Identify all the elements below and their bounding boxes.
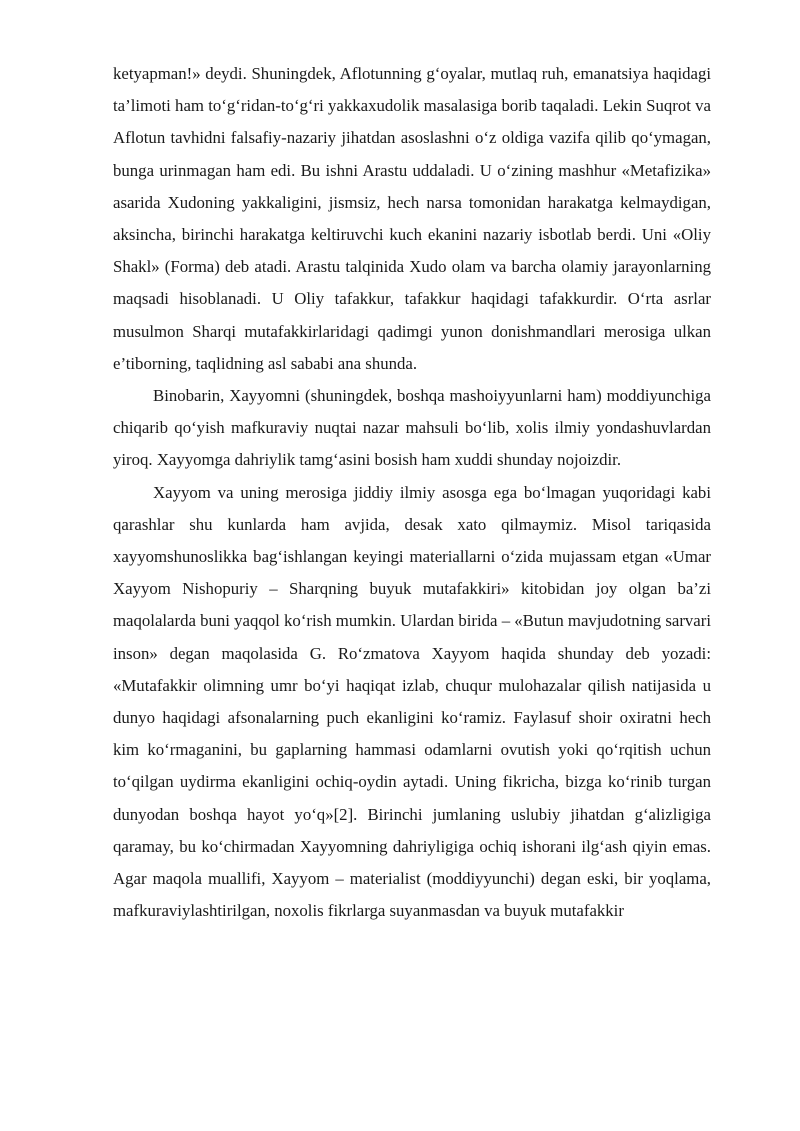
paragraph-2: Binobarin, Xayyomni (shuningdek, boshqa mashoiyyunlarni ham) moddiyunchiga chiqarib qo‘yish mafkuraviy nuqtai nazar mahsuli bo‘lib, xolis ilmiy yondashuvlardan yiroq. Xayyomga dahriylik tamg‘asini bosish ham xuddi shunday nojoizdir. <box>113 386 711 470</box>
document-page <box>113 58 711 927</box>
paragraph-1: ketyapman!» deydi. Shuningdek, Aflotunning g‘oyalar, mutlaq ruh, emanatsiya haqidagi ta’limoti ham to‘g‘ridan-to‘g‘ri yakkaxudolik masalasiga borib taqaladi. Lekin Suqrot va Aflotun tavhidni falsafiy-nazariy jihatdan asoslashni o‘z oldiga vazifa qilib qo‘ymagan, bunga urinmagan ham edi. Bu ishni Arastu uddaladi. U o‘zining mashhur «Metafizika» asarida Xudoning yakkaligini, jismsiz, hech narsa tomonidan harakatga kelmaydigan, aksincha, birinchi harakatga keltiruvchi kuch ekanini nazariy isbotlab berdi. Uni «Oliy Shakl» (Forma) deb atadi. Arastu talqinida Xudo olam va barcha olamiy jarayonlarning maqsadi hisoblanadi. U Oliy tafakkur, tafakkur haqidagi tafakkurdir. O‘rta asrlar musulmon Sharqi mutafakkirlaridagi qadimgi yunon donishmandlari merosiga ulkan e’tiborning, taqlidning asl sababi ana shunda. <box>113 64 711 373</box>
paragraph-3: Xayyom va uning merosiga jiddiy ilmiy asosga ega bo‘lmagan yuqoridagi kabi qarashlar shu kunlarda ham avjida, desak xato qilmaymiz. Misol tariqasida xayyomshunoslikka bag‘ishlangan keyingi materiallarni o‘zida mujassam etgan «Umar Xayyom Nishopuriy – Sharqning buyuk mutafakkiri» kitobidan joy olgan ba’zi maqolalarda buni yaqqol ko‘rish mumkin. Ulardan birida – «Butun mavjudotning sarvari inson» degan maqolasida G. Ro‘zmatova Xayyom haqida shunday deb yozadi: «Mutafakkir olimning umr bo‘yi haqiqat izlab, chuqur mulohazalar qilish natijasida u dunyo haqidagi afsonalarning puch ekanligini ko‘ramiz. Faylasuf shoir oxiratni hech kim ko‘rmaganini, bu gaplarning hammasi odamlarni ovutish yoki qo‘rqitish uchun to‘qilgan uydirma ekanligini ochiq-oydin aytadi. Uning fikricha, bizga ko‘rinib turgan dunyodan boshqa hayot yo‘q»[2]. Birinchi jumlaning uslubiy jihatdan g‘alizligiga qaramay, bu ko‘chirmadan Xayyomning dahriyligiga ochiq ishorani ilg‘ash qiyin emas. Agar maqola muallifi, Xayyom – materialist (moddiyyunchi) degan eski, bir yoqlama, mafkuraviylashtirilgan, noxolis fikrlarga suyanmasdan va buyuk mutafakkir <box>113 482 711 921</box>
